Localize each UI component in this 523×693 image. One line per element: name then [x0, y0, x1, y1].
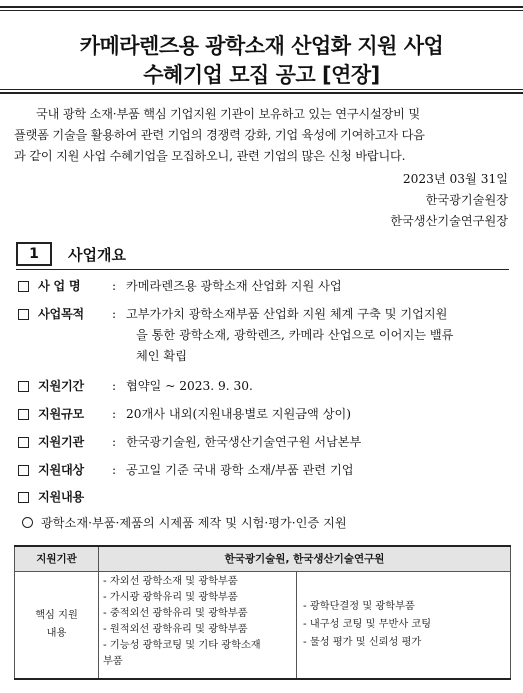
checkbox-bullet-icon — [18, 309, 29, 320]
page-subtitle: 수혜기업 모집 공고 [연장] — [143, 63, 380, 87]
table-row-label-line: 핵심 지원 — [35, 609, 78, 621]
list-item: - 내구성 코팅 및 무반사 코팅 — [303, 618, 432, 630]
signatory-org-2: 한국생산기술연구원장 — [390, 214, 508, 228]
item-label: 지원내용 — [38, 490, 84, 504]
checkbox-bullet-icon — [18, 281, 29, 292]
item-value: 20개사 내외(지원내용별로 지원금액 상이) — [126, 407, 352, 421]
section-header — [16, 242, 509, 270]
table-cell-left-list — [99, 571, 297, 679]
list-item: - 중적외선 광학유리 및 광학부품 — [103, 607, 248, 619]
item-value-line: 을 통한 광학소재, 광학렌즈, 카메라 산업으로 이어지는 밸류 — [136, 328, 454, 342]
intro-line: 플랫폼 기술을 활용하여 관련 기업의 경쟁력 강화, 기업 육성에 기여하고자 다음 — [14, 128, 425, 142]
circle-bullet-icon — [22, 517, 33, 528]
item-value-line: 고부가가치 광학소재부품 산업화 지원 체계 구축 및 기업지원 — [126, 307, 448, 321]
table-header-cell: 한국광기술원, 한국생산기술연구원 — [99, 546, 511, 571]
checkbox-bullet-icon — [18, 465, 29, 476]
intro-line: 국내 광학 소재·부품 핵심 기업지원 기관이 보유하고 있는 연구시설장비 및 — [36, 107, 420, 121]
list-item: - 광학단결정 및 광학부품 — [303, 600, 415, 612]
item-value: 공고일 기준 국내 광학 소재/부품 관련 기업 — [126, 463, 354, 477]
item-label: 지원대상 — [38, 463, 84, 477]
checkbox-bullet-icon — [18, 492, 29, 503]
support-table — [14, 545, 511, 680]
item-colon: : — [112, 463, 117, 477]
table-header-cell: 지원기관 — [15, 546, 99, 571]
table-cell-right-list — [297, 571, 511, 679]
list-item: - 자외선 광학소재 및 광학부품 — [103, 575, 238, 587]
section-title: 사업개요 — [68, 246, 126, 264]
item-colon: : — [112, 307, 117, 321]
page-title: 카메라렌즈용 광학소재 산업화 지원 사업 — [79, 34, 444, 58]
item-label: 사업목적 — [38, 307, 84, 321]
table-row-label — [15, 571, 99, 679]
table-row — [15, 571, 511, 679]
item-value-line: 체인 확립 — [136, 349, 187, 363]
checkbox-bullet-icon — [18, 409, 29, 420]
section-number: 1 — [16, 242, 52, 266]
item-label: 지원기간 — [38, 379, 84, 393]
table-header-row — [15, 546, 511, 571]
sub-item-text: 광학소재·부품·제품의 시제품 제작 및 시험·평가·인증 지원 — [41, 516, 347, 530]
sub-item — [22, 513, 347, 534]
intro-line: 과 같이 지원 사업 수혜기업을 모집하오니, 관련 기업의 많은 신청 바랍니다. — [14, 149, 406, 163]
announcement-date: 2023년 03월 31일 — [402, 172, 508, 186]
checkbox-bullet-icon — [18, 381, 29, 392]
title-rule-bottom — [0, 89, 523, 90]
intro-paragraph — [14, 104, 508, 167]
item-value: 카메라렌즈용 광학소재 산업화 지원 사업 — [126, 279, 342, 293]
item-label: 사 업 명 — [38, 279, 81, 293]
list-item: - 원적외선 광학유리 및 광학부품 — [103, 623, 248, 635]
item-label: 지원기관 — [38, 435, 84, 449]
signatory-org-1: 한국광기술원장 — [425, 193, 508, 207]
checkbox-bullet-icon — [18, 437, 29, 448]
list-item: 부품 — [103, 655, 123, 667]
item-colon: : — [112, 435, 117, 449]
item-value: 협약일 ~ 2023. 9. 30. — [126, 379, 253, 393]
list-item: - 가시광 광학유리 및 광학부품 — [103, 591, 238, 603]
item-colon: : — [112, 407, 117, 421]
list-item: - 물성 평가 및 신뢰성 평가 — [303, 636, 422, 648]
item-value — [126, 304, 510, 367]
item-colon: : — [112, 279, 117, 293]
item-colon: : — [112, 379, 117, 393]
title-rule-top — [0, 10, 523, 11]
table-row-label-line: 내용 — [46, 627, 67, 639]
item-label: 지원규모 — [38, 407, 84, 421]
list-item: - 기능성 광학코팅 및 기타 광학소재 — [103, 639, 261, 651]
item-value: 한국광기술원, 한국생산기술연구원 서남본부 — [126, 435, 362, 449]
